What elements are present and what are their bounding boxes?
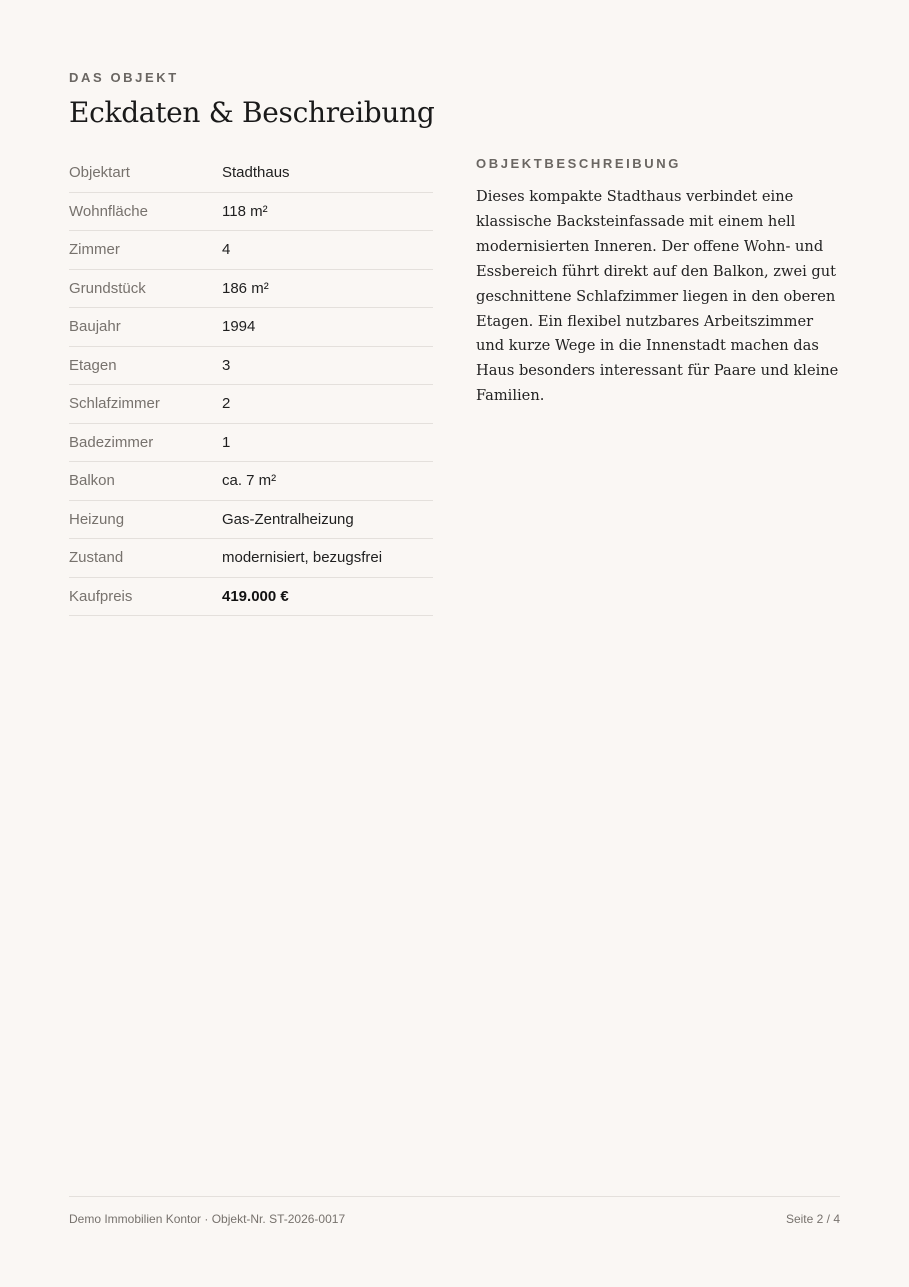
- fact-row-zimmer: [69, 231, 433, 270]
- expose-page: [69, 0, 840, 1287]
- footer-company-info: Demo Immobilien Kontor · Objekt-Nr. ST-2026-0017: [69, 1212, 346, 1226]
- fact-value: 2: [222, 395, 231, 413]
- page-number: Seite 2 / 4: [785, 1212, 840, 1226]
- fact-row-heizung: [69, 501, 433, 540]
- fact-label: Wohnfläche: [69, 202, 148, 220]
- fact-row-badezimmer: [69, 424, 433, 463]
- fact-value: 4: [222, 241, 231, 259]
- fact-label: Badezimmer: [69, 433, 154, 451]
- fact-label: Kaufpreis: [69, 587, 133, 605]
- page-footer: [69, 1196, 840, 1226]
- description-section: [476, 154, 840, 424]
- key-facts-table: [69, 154, 433, 616]
- fact-value: ca. 7 m²: [222, 472, 277, 490]
- section-eyebrow: DAS OBJEKT: [69, 70, 179, 85]
- fact-value: 186 m²: [222, 279, 269, 297]
- fact-label: Etagen: [69, 356, 117, 374]
- fact-value: 1: [222, 433, 231, 451]
- fact-value: 1994: [222, 318, 256, 336]
- fact-label: Zimmer: [69, 241, 120, 259]
- fact-label: Heizung: [69, 510, 125, 528]
- fact-label: Balkon: [69, 472, 115, 490]
- fact-row-schlafzimmer: [69, 385, 433, 424]
- fact-label: Grundstück: [69, 279, 146, 297]
- page-title: Eckdaten & Beschreibung: [69, 96, 435, 129]
- description-text: Dieses kompakte Stadthaus verbindet eine klassische Backsteinfassade mit einem hell modernisierten Inneren. Der offene Wohn- und Essbereich führt direkt auf den Balkon, zwei gut geschnittene Schlafzimmer liegen in den oberen Etagen. Ein flexibel nutzbares Arbeitszimmer und kurze Wege in die Innenstadt machen das Haus besonders interessant für Paare und kleine Familien.: [476, 188, 839, 405]
- fact-row-balkon: [69, 462, 433, 501]
- fact-value: 118 m²: [222, 202, 268, 220]
- fact-row-kaufpreis: [69, 578, 433, 617]
- fact-value: modernisiert, bezugsfrei: [222, 549, 383, 567]
- fact-row-wohnflaeche: [69, 193, 433, 232]
- fact-row-etagen: [69, 347, 433, 386]
- fact-row-grundstueck: [69, 270, 433, 309]
- fact-value: Stadthaus: [222, 164, 290, 182]
- price-value: 419.000 €: [222, 587, 289, 605]
- description-heading: OBJEKTBESCHREIBUNG: [476, 156, 681, 171]
- fact-row-baujahr: [69, 308, 433, 347]
- fact-row-zustand: [69, 539, 433, 578]
- fact-label: Schlafzimmer: [69, 395, 160, 413]
- fact-label: Baujahr: [69, 318, 121, 336]
- fact-value: Gas-Zentralheizung: [222, 510, 354, 528]
- fact-label: Objektart: [69, 164, 130, 182]
- fact-label: Zustand: [69, 549, 124, 567]
- fact-row-objektart: [69, 154, 433, 193]
- fact-value: 3: [222, 356, 231, 374]
